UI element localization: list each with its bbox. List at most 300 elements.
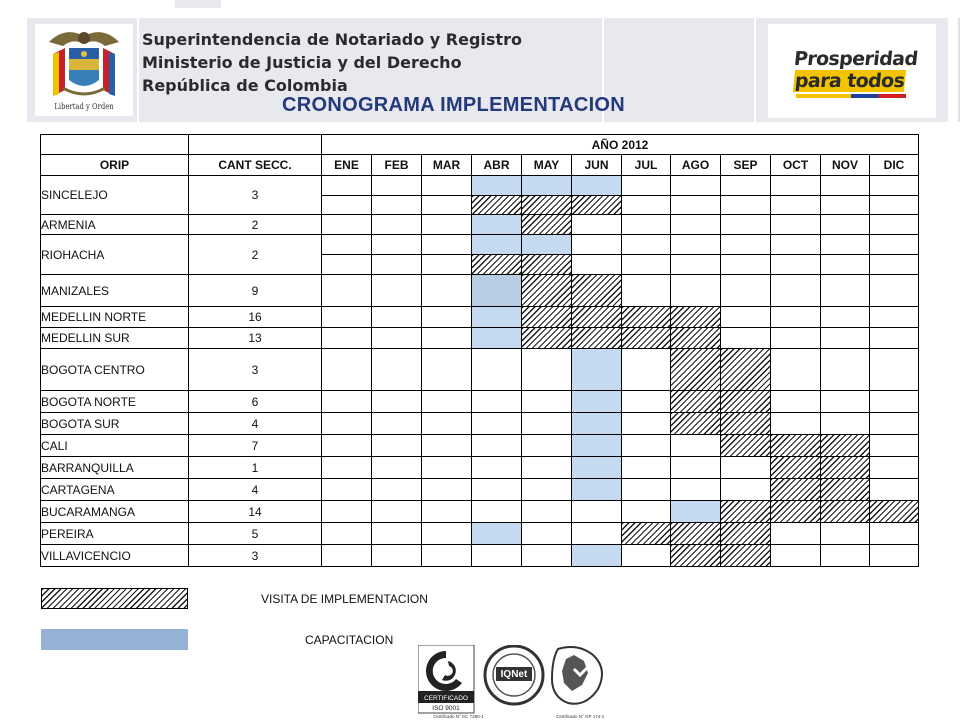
empty-month-cell: [522, 457, 572, 479]
month-header-jun: JUN: [572, 155, 622, 176]
empty-month-cell: [422, 435, 472, 457]
training-fill: [472, 328, 521, 348]
empty-month-cell: [671, 196, 721, 215]
empty-month-cell: [671, 457, 721, 479]
training-cell: [572, 457, 622, 479]
empty-month-cell: [422, 307, 472, 328]
table-row: [41, 413, 919, 435]
empty-month-cell: [622, 349, 671, 391]
visit-cell: [821, 501, 870, 523]
visit-fill: [771, 435, 820, 456]
training-fill: [472, 176, 521, 195]
empty-month-cell: [522, 479, 572, 501]
empty-month-cell: [870, 523, 919, 545]
empty-month-cell: [821, 391, 870, 413]
orip-name: BOGOTA NORTE: [41, 391, 189, 413]
training-fill: [572, 435, 621, 456]
training-cell: [472, 176, 522, 196]
training-cell: [522, 176, 572, 196]
section-count: 16: [189, 307, 322, 328]
empty-month-cell: [721, 255, 771, 275]
empty-month-cell: [422, 275, 472, 307]
badge2-label: IQNet: [500, 669, 528, 680]
brand-line-2: para todos: [793, 70, 906, 92]
training-fill: [472, 215, 521, 234]
section-count: 1: [189, 457, 322, 479]
empty-month-cell: [372, 215, 422, 235]
training-fill: [572, 413, 621, 434]
empty-month-cell: [422, 176, 472, 196]
month-header-oct: OCT: [771, 155, 821, 176]
visit-cell: [522, 307, 572, 328]
empty-month-cell: [372, 235, 422, 255]
visit-fill: [472, 255, 521, 274]
empty-month-cell: [771, 391, 821, 413]
training-cell: [572, 391, 622, 413]
empty-month-cell: [472, 501, 522, 523]
empty-month-cell: [422, 413, 472, 435]
visit-cell: [671, 307, 721, 328]
section-count: 3: [189, 176, 322, 215]
empty-month-cell: [572, 523, 622, 545]
empty-month-cell: [771, 176, 821, 196]
empty-month-cell: [671, 215, 721, 235]
section-count: 5: [189, 523, 322, 545]
empty-month-cell: [372, 457, 422, 479]
visit-fill: [721, 391, 770, 412]
year-header: AÑO 2012: [322, 135, 919, 155]
column-header-row: [41, 155, 919, 176]
training-cell: [671, 501, 721, 523]
orip-name: BOGOTA SUR: [41, 413, 189, 435]
empty-month-cell: [472, 479, 522, 501]
empty-month-cell: [870, 391, 919, 413]
visit-cell: [622, 523, 671, 545]
empty-month-cell: [870, 479, 919, 501]
empty-month-cell: [721, 457, 771, 479]
table-row: [41, 349, 919, 391]
empty-month-cell: [771, 235, 821, 255]
table-row: [41, 457, 919, 479]
badge1-standard: ISO 9001: [432, 705, 460, 712]
training-fill: [472, 307, 521, 327]
month-header-mar: MAR: [422, 155, 472, 176]
orip-name: SINCELEJO: [41, 176, 189, 215]
empty-month-cell: [422, 255, 472, 275]
empty-month-cell: [522, 435, 572, 457]
empty-month-cell: [372, 349, 422, 391]
empty-month-cell: [870, 413, 919, 435]
orip-name: CARTAGENA: [41, 479, 189, 501]
table-row: [41, 328, 919, 349]
empty-month-cell: [322, 176, 372, 196]
badge3-certificate: Certificado N° GP 174-1: [556, 714, 605, 719]
visit-cell: [721, 391, 771, 413]
visit-fill: [522, 196, 571, 214]
training-fill: [572, 391, 621, 412]
empty-month-cell: [372, 307, 422, 328]
table-row: [41, 479, 919, 501]
empty-month-cell: [622, 275, 671, 307]
visit-fill: [572, 275, 621, 306]
empty-month-cell: [472, 435, 522, 457]
visit-fill: [522, 307, 571, 327]
training-fill: [522, 235, 571, 254]
empty-month-cell: [622, 457, 671, 479]
table-row: [41, 435, 919, 457]
empty-month-cell: [372, 275, 422, 307]
empty-month-cell: [522, 349, 572, 391]
empty-month-cell: [422, 457, 472, 479]
visit-cell: [821, 479, 870, 501]
empty-month-cell: [422, 545, 472, 567]
visit-fill: [821, 435, 869, 456]
orip-name: MEDELLIN NORTE: [41, 307, 189, 328]
empty-month-cell: [472, 545, 522, 567]
orip-name: BARRANQUILLA: [41, 457, 189, 479]
schedule-table: [40, 134, 919, 567]
training-cell: [472, 275, 522, 307]
empty-month-cell: [422, 523, 472, 545]
visit-cell: [671, 328, 721, 349]
visit-fill: [622, 328, 670, 348]
visit-fill: [821, 501, 869, 522]
training-fill: [572, 545, 621, 566]
empty-month-cell: [870, 545, 919, 567]
empty-month-cell: [870, 176, 919, 196]
visit-cell: [671, 413, 721, 435]
visit-fill: [721, 545, 770, 566]
empty-month-cell: [821, 545, 870, 567]
empty-month-cell: [322, 307, 372, 328]
empty-month-cell: [372, 196, 422, 215]
training-cell: [572, 413, 622, 435]
visit-fill: [572, 196, 621, 214]
empty-month-cell: [721, 328, 771, 349]
empty-month-cell: [322, 413, 372, 435]
training-cell: [472, 328, 522, 349]
empty-month-cell: [372, 501, 422, 523]
orip-name: CALI: [41, 435, 189, 457]
training-cell: [472, 235, 522, 255]
empty-month-cell: [771, 328, 821, 349]
orip-name: RIOHACHA: [41, 235, 189, 275]
training-cell: [572, 176, 622, 196]
visit-fill: [721, 413, 770, 434]
empty-month-cell: [622, 176, 671, 196]
visit-cell: [522, 215, 572, 235]
empty-month-cell: [472, 413, 522, 435]
empty-month-cell: [821, 275, 870, 307]
empty-month-cell: [622, 545, 671, 567]
badge1-label: CERTIFICADO: [424, 695, 468, 702]
section-count: 4: [189, 413, 322, 435]
legend-visit-swatch: [41, 588, 188, 609]
training-fill: [572, 457, 621, 478]
training-fill: [572, 479, 621, 500]
visit-fill: [771, 479, 820, 500]
orip-name: MANIZALES: [41, 275, 189, 307]
table-row: [41, 235, 919, 255]
visit-cell: [472, 255, 522, 275]
section-count: 14: [189, 501, 322, 523]
visit-cell: [522, 196, 572, 215]
empty-month-cell: [671, 435, 721, 457]
orip-name: BOGOTA CENTRO: [41, 349, 189, 391]
visit-fill: [771, 501, 820, 522]
empty-month-cell: [322, 328, 372, 349]
visit-fill: [472, 196, 521, 214]
training-cell: [572, 545, 622, 567]
empty-month-cell: [870, 457, 919, 479]
empty-month-cell: [572, 501, 622, 523]
visit-fill: [771, 457, 820, 478]
brand-line-1: Prosperidad: [792, 48, 919, 70]
empty-month-cell: [322, 501, 372, 523]
empty-month-cell: [322, 545, 372, 567]
visit-cell: [572, 328, 622, 349]
legend-training-label: CAPACITACION: [305, 633, 394, 647]
training-cell: [472, 307, 522, 328]
empty-month-cell: [322, 349, 372, 391]
table-row: [41, 176, 919, 196]
visit-cell: [572, 275, 622, 307]
empty-month-cell: [821, 307, 870, 328]
empty-month-cell: [522, 545, 572, 567]
empty-month-cell: [422, 479, 472, 501]
empty-month-cell: [870, 307, 919, 328]
empty-month-cell: [870, 255, 919, 275]
empty-month-cell: [870, 215, 919, 235]
section-count: 9: [189, 275, 322, 307]
empty-month-cell: [671, 235, 721, 255]
visit-cell: [522, 328, 572, 349]
empty-month-cell: [771, 275, 821, 307]
visit-cell: [771, 435, 821, 457]
month-header-ago: AGO: [671, 155, 721, 176]
blank-header-cell: [189, 135, 322, 155]
training-fill: [472, 275, 521, 306]
empty-month-cell: [870, 435, 919, 457]
table-row: [41, 391, 919, 413]
visit-cell: [721, 523, 771, 545]
visit-cell: [622, 328, 671, 349]
empty-month-cell: [522, 413, 572, 435]
visit-cell: [622, 307, 671, 328]
training-cell: [572, 479, 622, 501]
empty-month-cell: [870, 235, 919, 255]
empty-month-cell: [372, 328, 422, 349]
training-cell: [522, 235, 572, 255]
visit-cell: [671, 523, 721, 545]
empty-month-cell: [721, 479, 771, 501]
month-header-jul: JUL: [622, 155, 671, 176]
training-fill: [572, 176, 621, 195]
empty-month-cell: [422, 235, 472, 255]
count-column-header: CANT SECC.: [189, 155, 322, 176]
training-fill: [472, 523, 521, 544]
agency-line-2: Ministerio de Justicia y del Derecho: [142, 53, 462, 72]
orip-name: PEREIRA: [41, 523, 189, 545]
empty-month-cell: [771, 196, 821, 215]
crest-motto: Libertad y Orden: [54, 102, 114, 111]
training-cell: [572, 349, 622, 391]
empty-month-cell: [721, 307, 771, 328]
training-fill: [572, 349, 621, 390]
training-fill: [671, 501, 720, 522]
blank-header-cell: [41, 135, 189, 155]
empty-month-cell: [422, 391, 472, 413]
training-cell: [472, 215, 522, 235]
visit-cell: [821, 457, 870, 479]
empty-month-cell: [622, 196, 671, 215]
empty-month-cell: [622, 235, 671, 255]
month-header-ene: ENE: [322, 155, 372, 176]
visit-fill: [622, 523, 670, 544]
empty-month-cell: [372, 435, 422, 457]
certification-logos: [418, 645, 613, 720]
empty-month-cell: [821, 235, 870, 255]
visit-fill: [522, 328, 571, 348]
empty-month-cell: [572, 235, 622, 255]
empty-month-cell: [372, 391, 422, 413]
visit-cell: [721, 349, 771, 391]
visit-cell: [721, 501, 771, 523]
orip-name: VILLAVICENCIO: [41, 545, 189, 567]
empty-month-cell: [322, 275, 372, 307]
empty-month-cell: [771, 307, 821, 328]
empty-month-cell: [622, 215, 671, 235]
visit-fill: [870, 501, 918, 522]
empty-month-cell: [472, 349, 522, 391]
empty-month-cell: [821, 176, 870, 196]
visit-fill: [821, 457, 869, 478]
empty-month-cell: [372, 176, 422, 196]
empty-month-cell: [870, 275, 919, 307]
orip-name: ARMENIA: [41, 215, 189, 235]
empty-month-cell: [622, 255, 671, 275]
visit-fill: [572, 307, 621, 327]
empty-month-cell: [771, 349, 821, 391]
visit-cell: [572, 196, 622, 215]
visit-cell: [522, 275, 572, 307]
visit-cell: [771, 457, 821, 479]
empty-month-cell: [721, 275, 771, 307]
visit-cell: [821, 435, 870, 457]
visit-cell: [721, 413, 771, 435]
legend-visit-label: VISITA DE IMPLEMENTACION: [261, 592, 428, 606]
empty-month-cell: [721, 235, 771, 255]
legend-training-swatch: [41, 629, 188, 650]
section-count: 3: [189, 545, 322, 567]
empty-month-cell: [322, 235, 372, 255]
visit-fill: [671, 328, 720, 348]
month-header-nov: NOV: [821, 155, 870, 176]
certification-badges-icon: [418, 645, 613, 720]
page-title: CRONOGRAMA IMPLEMENTACION: [282, 94, 626, 116]
visit-cell: [522, 255, 572, 275]
empty-month-cell: [870, 328, 919, 349]
empty-month-cell: [322, 479, 372, 501]
visit-fill: [721, 523, 770, 544]
table-row: [41, 307, 919, 328]
empty-month-cell: [821, 215, 870, 235]
empty-month-cell: [422, 215, 472, 235]
empty-month-cell: [522, 523, 572, 545]
empty-month-cell: [821, 413, 870, 435]
empty-month-cell: [372, 523, 422, 545]
table-row: [41, 523, 919, 545]
badge1-certificate: Certificado N° SC 7280-1: [433, 714, 484, 719]
brand-line-2-wrap: [793, 70, 907, 92]
visit-fill: [522, 215, 571, 234]
empty-month-cell: [322, 196, 372, 215]
visit-fill: [671, 545, 720, 566]
visit-cell: [472, 196, 522, 215]
table-row: [41, 545, 919, 567]
visit-fill: [671, 413, 720, 434]
empty-month-cell: [322, 391, 372, 413]
empty-month-cell: [522, 501, 572, 523]
section-count: 2: [189, 215, 322, 235]
empty-month-cell: [771, 545, 821, 567]
visit-fill: [522, 255, 571, 274]
empty-month-cell: [572, 255, 622, 275]
visit-fill: [522, 275, 571, 306]
month-header-feb: FEB: [372, 155, 422, 176]
empty-month-cell: [372, 255, 422, 275]
empty-month-cell: [671, 275, 721, 307]
empty-month-cell: [422, 196, 472, 215]
empty-month-cell: [622, 501, 671, 523]
month-header-dic: DIC: [870, 155, 919, 176]
empty-month-cell: [821, 523, 870, 545]
empty-month-cell: [671, 255, 721, 275]
empty-month-cell: [771, 413, 821, 435]
top-tab-stub: [175, 0, 221, 8]
section-count: 7: [189, 435, 322, 457]
training-cell: [472, 523, 522, 545]
empty-month-cell: [622, 391, 671, 413]
visit-fill: [721, 435, 770, 456]
spacer-panel: [604, 18, 756, 122]
table-row: [41, 501, 919, 523]
month-header-may: MAY: [522, 155, 572, 176]
empty-month-cell: [622, 413, 671, 435]
visit-fill: [671, 523, 720, 544]
orip-name: BUCARAMANGA: [41, 501, 189, 523]
prosperidad-logo: [768, 24, 936, 118]
training-fill: [472, 235, 521, 254]
section-count: 6: [189, 391, 322, 413]
empty-month-cell: [721, 176, 771, 196]
orip-column-header: ORIP: [41, 155, 189, 176]
empty-month-cell: [721, 196, 771, 215]
empty-month-cell: [472, 391, 522, 413]
empty-month-cell: [622, 479, 671, 501]
empty-month-cell: [372, 479, 422, 501]
visit-fill: [572, 328, 621, 348]
empty-month-cell: [372, 413, 422, 435]
section-count: 4: [189, 479, 322, 501]
year-header-row: [41, 135, 919, 155]
empty-month-cell: [622, 435, 671, 457]
empty-month-cell: [422, 349, 472, 391]
empty-month-cell: [322, 255, 372, 275]
empty-month-cell: [771, 523, 821, 545]
visit-fill: [721, 349, 770, 390]
visit-cell: [671, 349, 721, 391]
